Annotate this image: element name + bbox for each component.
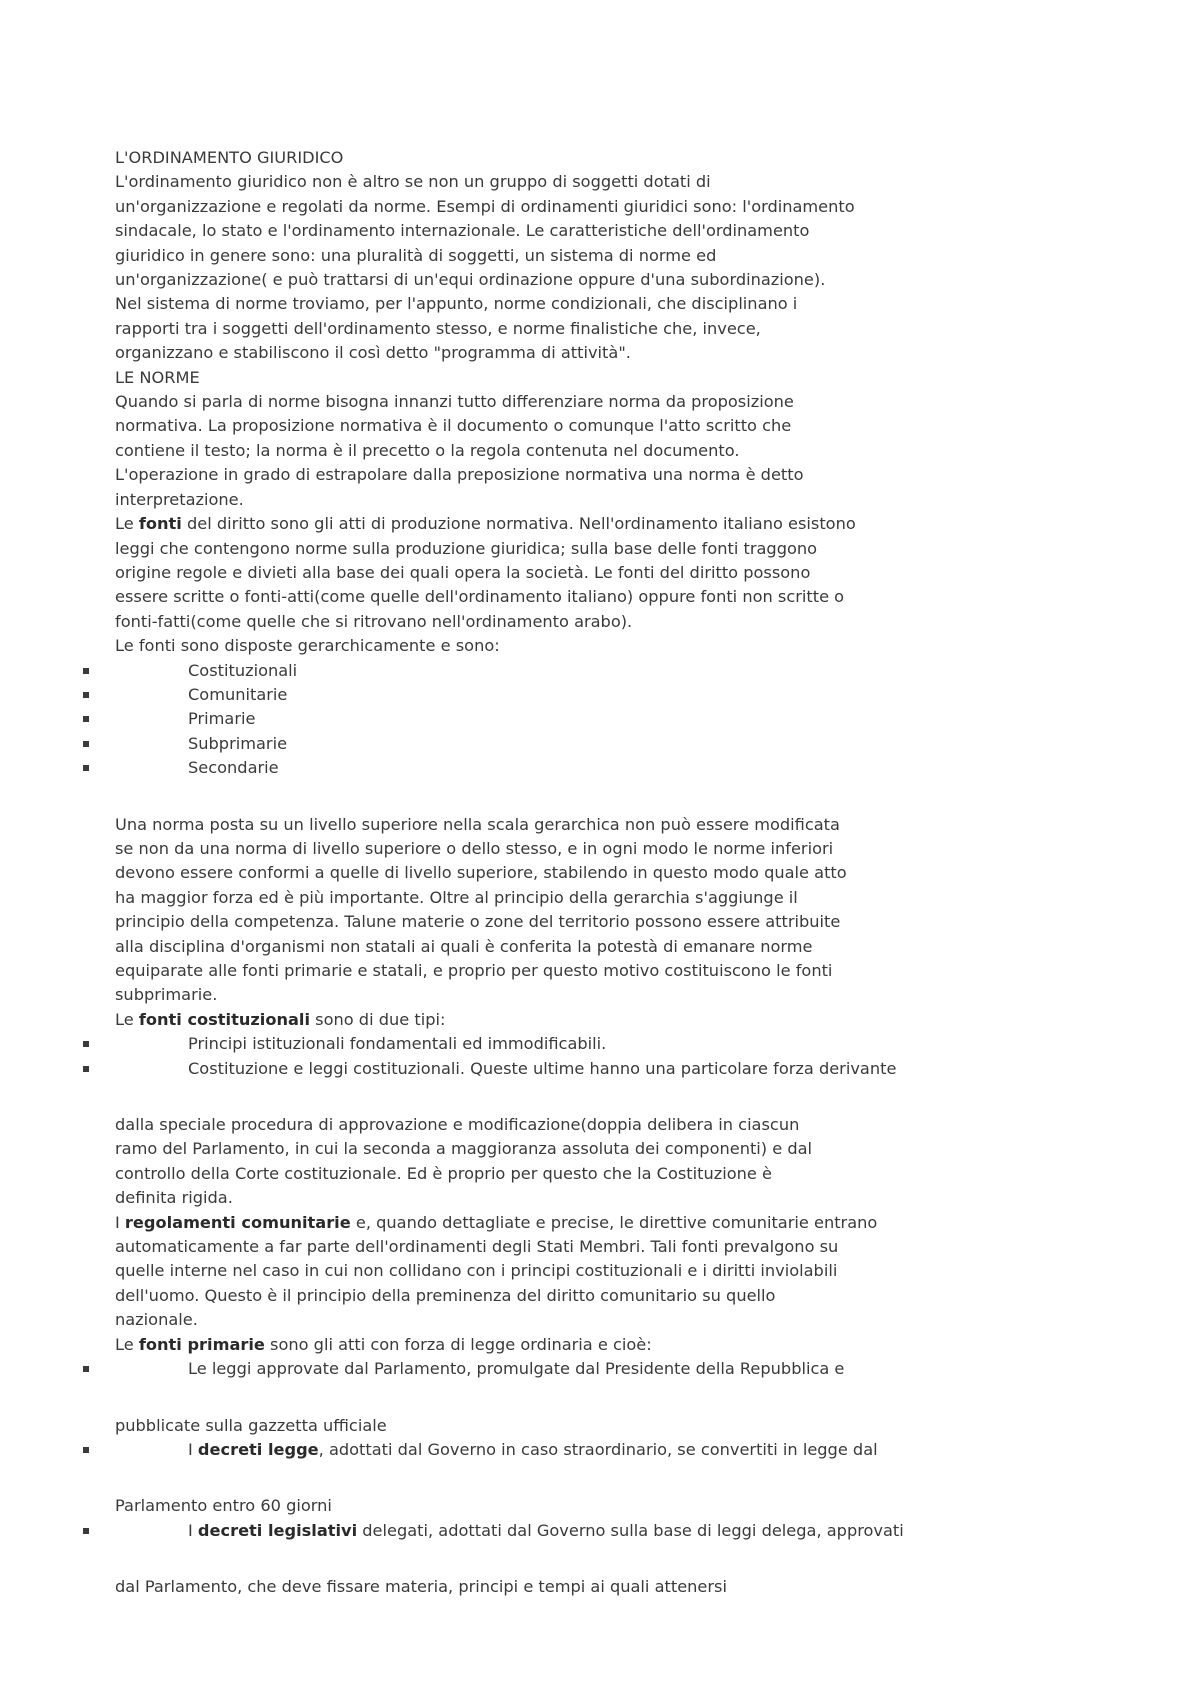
spacer — [115, 781, 1135, 813]
text-line: essere scritte o fonti-atti(come quelle dell'ordinamento italiano) oppure fonti non scritte o — [115, 587, 845, 607]
text-line: Le fonti sono disposte gerarchicamente e sono: — [115, 636, 500, 656]
list-item — [115, 683, 1135, 707]
text-line: L'ordinamento giuridico non è altro se non un gruppo di soggetti dotati di — [115, 172, 711, 192]
text-line: subprimarie. — [115, 985, 218, 1005]
bold-term: fonti — [138, 514, 182, 534]
text-line: ha maggior forza ed è più importante. Oltre al principio della gerarchia s'aggiunge il — [115, 887, 798, 907]
document-body — [115, 146, 1135, 1600]
text-line: pubblicate sulla gazzetta ufficiale — [115, 1415, 387, 1435]
text-line: controllo della Corte costituzionale. Ed è proprio per questo che la Costituzione è — [115, 1163, 772, 1183]
spacer — [115, 1081, 1135, 1113]
text-line: un'organizzazione e regolati da norme. Esempi di ordinamenti giuridici sono: l'ordinamento — [115, 196, 855, 216]
text-fragment: I — [115, 1212, 125, 1232]
text-line: alla disciplina d'organismi non statali ai quali è conferita la potestà di emanare norme — [115, 936, 813, 956]
text-line: Una norma posta su un livello superiore nella scala gerarchica non può essere modificata — [115, 814, 840, 834]
list-item — [115, 1032, 1135, 1056]
text-line — [115, 1008, 1135, 1032]
text-line: rapporti tra i soggetti dell'ordinamento stesso, e norme finalistiche che, invece, — [115, 318, 761, 338]
text-fragment: sono di due tipi: — [310, 1009, 446, 1029]
text-fragment: Le — [115, 1009, 139, 1029]
text-line: ramo del Parlamento, in cui la seconda a maggioranza assoluta dei componenti) e dal — [115, 1139, 813, 1159]
spacer — [115, 1543, 1135, 1575]
text-fragment: I — [188, 1520, 198, 1540]
list-item — [115, 1519, 1135, 1543]
list-item-label: Primarie — [188, 709, 256, 729]
text-line: fonti-fatti(come quelle che si ritrovano nell'ordinamento arabo). — [115, 611, 633, 631]
bold-term: fonti costituzionali — [138, 1009, 310, 1029]
list-item-label: Secondarie — [188, 758, 279, 778]
text-line: Nel sistema di norme troviamo, per l'appunto, norme condizionali, che disciplinano i — [115, 294, 798, 314]
text-line: dal Parlamento, che deve fissare materia, principi e tempi ai quali attenersi — [115, 1577, 727, 1597]
text-line: un'organizzazione( e può trattarsi di un'equi ordinazione oppure d'una subordinazione). — [115, 270, 826, 290]
list-item — [115, 1438, 1135, 1462]
text-line: giuridico in genere sono: una pluralità di soggetti, un sistema di norme ed — [115, 245, 717, 265]
bullet-icon — [83, 1366, 89, 1372]
bullet-icon — [83, 668, 89, 674]
text-line: nazionale. — [115, 1310, 198, 1330]
list-item — [115, 1357, 1135, 1381]
section-title: LE NORME — [115, 367, 200, 387]
text-line: sindacale, lo stato e l'ordinamento internazionale. Le caratteristiche dell'ordinamento — [115, 221, 810, 241]
bold-term: regolamenti comunitarie — [124, 1212, 351, 1232]
text-line: organizzano e stabiliscono il così detto "programma di attività". — [115, 343, 631, 363]
text-line: equiparate alle fonti primarie e statali, e proprio per questo motivo costituiscono le fonti — [115, 961, 833, 980]
bullet-icon — [83, 1447, 89, 1453]
bullet-icon — [83, 692, 89, 698]
text-line: contiene il testo; la norma è il precetto o la regola contenuta nel documento. — [115, 440, 740, 460]
bullet-icon — [83, 741, 89, 747]
list-item — [115, 1057, 1135, 1081]
text-fragment: Le — [115, 514, 139, 534]
text-fragment: , adottati dal Governo in caso straordinario, se convertiti in legge dal — [318, 1439, 878, 1459]
text-fragment: delegati, adottati dal Governo sulla base di leggi delega, approvati — [357, 1520, 904, 1540]
bullet-icon — [83, 765, 89, 771]
list-item-label: Le leggi approvate dal Parlamento, promulgate dal Presidente della Repubblica e — [188, 1359, 845, 1379]
text-line: normativa. La proposizione normativa è il documento o comunque l'atto scritto che — [115, 416, 792, 436]
text-line: automaticamente a far parte dell'ordinamenti degli Stati Membri. Tali fonti prevalgono su — [115, 1237, 839, 1257]
text-line: interpretazione. — [115, 489, 244, 509]
section-title: L'ORDINAMENTO GIURIDICO — [115, 148, 344, 167]
text-line: Quando si parla di norme bisogna innanzi tutto differenziare norma da proposizione — [115, 392, 794, 412]
list-item-label: Comunitarie — [188, 684, 288, 704]
spacer — [115, 1382, 1135, 1414]
bold-term: decreti legislativi — [197, 1520, 358, 1540]
text-line — [115, 512, 1135, 536]
list-item — [115, 732, 1135, 756]
text-fragment: sono gli atti con forza di legge ordinaria e cioè: — [264, 1334, 652, 1354]
bullet-icon — [83, 1041, 89, 1047]
list-item — [115, 756, 1135, 780]
spacer — [115, 1462, 1135, 1494]
text-fragment: e, quando dettagliate e precise, le direttive comunitarie entrano — [350, 1212, 878, 1232]
text-line: principio della competenza. Talune materie o zone del territorio possono essere attribuite — [115, 912, 841, 932]
text-fragment: Le — [115, 1334, 139, 1354]
text-line — [115, 1333, 1135, 1357]
text-line: dalla speciale procedura di approvazione e modificazione(doppia delibera in ciascun — [115, 1115, 800, 1135]
bullet-icon — [83, 1066, 89, 1072]
list-item-label: Costituzionali — [188, 660, 298, 680]
text-line: L'operazione in grado di estrapolare dalla preposizione normativa una norma è detto — [115, 465, 804, 485]
text-fragment: I — [188, 1439, 198, 1459]
text-line: devono essere conformi a quelle di livello superiore, stabilendo in questo modo quale atto — [115, 863, 847, 883]
bold-term: fonti primarie — [138, 1334, 265, 1354]
text-line — [115, 1211, 1135, 1235]
bullet-icon — [83, 1528, 89, 1534]
text-line: dell'uomo. Questo è il principio della preminenza del diritto comunitario su quello — [115, 1285, 776, 1305]
text-line: se non da una norma di livello superiore o dello stesso, e in ogni modo le norme inferiori — [115, 838, 834, 858]
text-line: definita rigida. — [115, 1188, 233, 1208]
bold-term: decreti legge — [197, 1439, 319, 1459]
text-line: origine regole e divieti alla base dei quali opera la società. Le fonti del diritto possono — [115, 562, 811, 582]
list-item — [115, 659, 1135, 683]
list-item-label: Costituzione e leggi costituzionali. Queste ultime hanno una particolare forza derivante — [188, 1058, 897, 1078]
text-line: Parlamento entro 60 giorni — [115, 1496, 332, 1516]
list-item-label: Principi istituzionali fondamentali ed immodificabili. — [188, 1034, 607, 1054]
text-line: leggi che contengono norme sulla produzione giuridica; sulla base delle fonti traggono — [115, 538, 818, 558]
list-item-label: Subprimarie — [188, 733, 288, 753]
text-line: quelle interne nel caso in cui non collidano con i principi costituzionali e i diritti inviolabili — [115, 1261, 838, 1281]
list-item — [115, 707, 1135, 731]
bullet-icon — [83, 716, 89, 722]
text-fragment: del diritto sono gli atti di produzione normativa. Nell'ordinamento italiano esistono — [181, 514, 856, 534]
